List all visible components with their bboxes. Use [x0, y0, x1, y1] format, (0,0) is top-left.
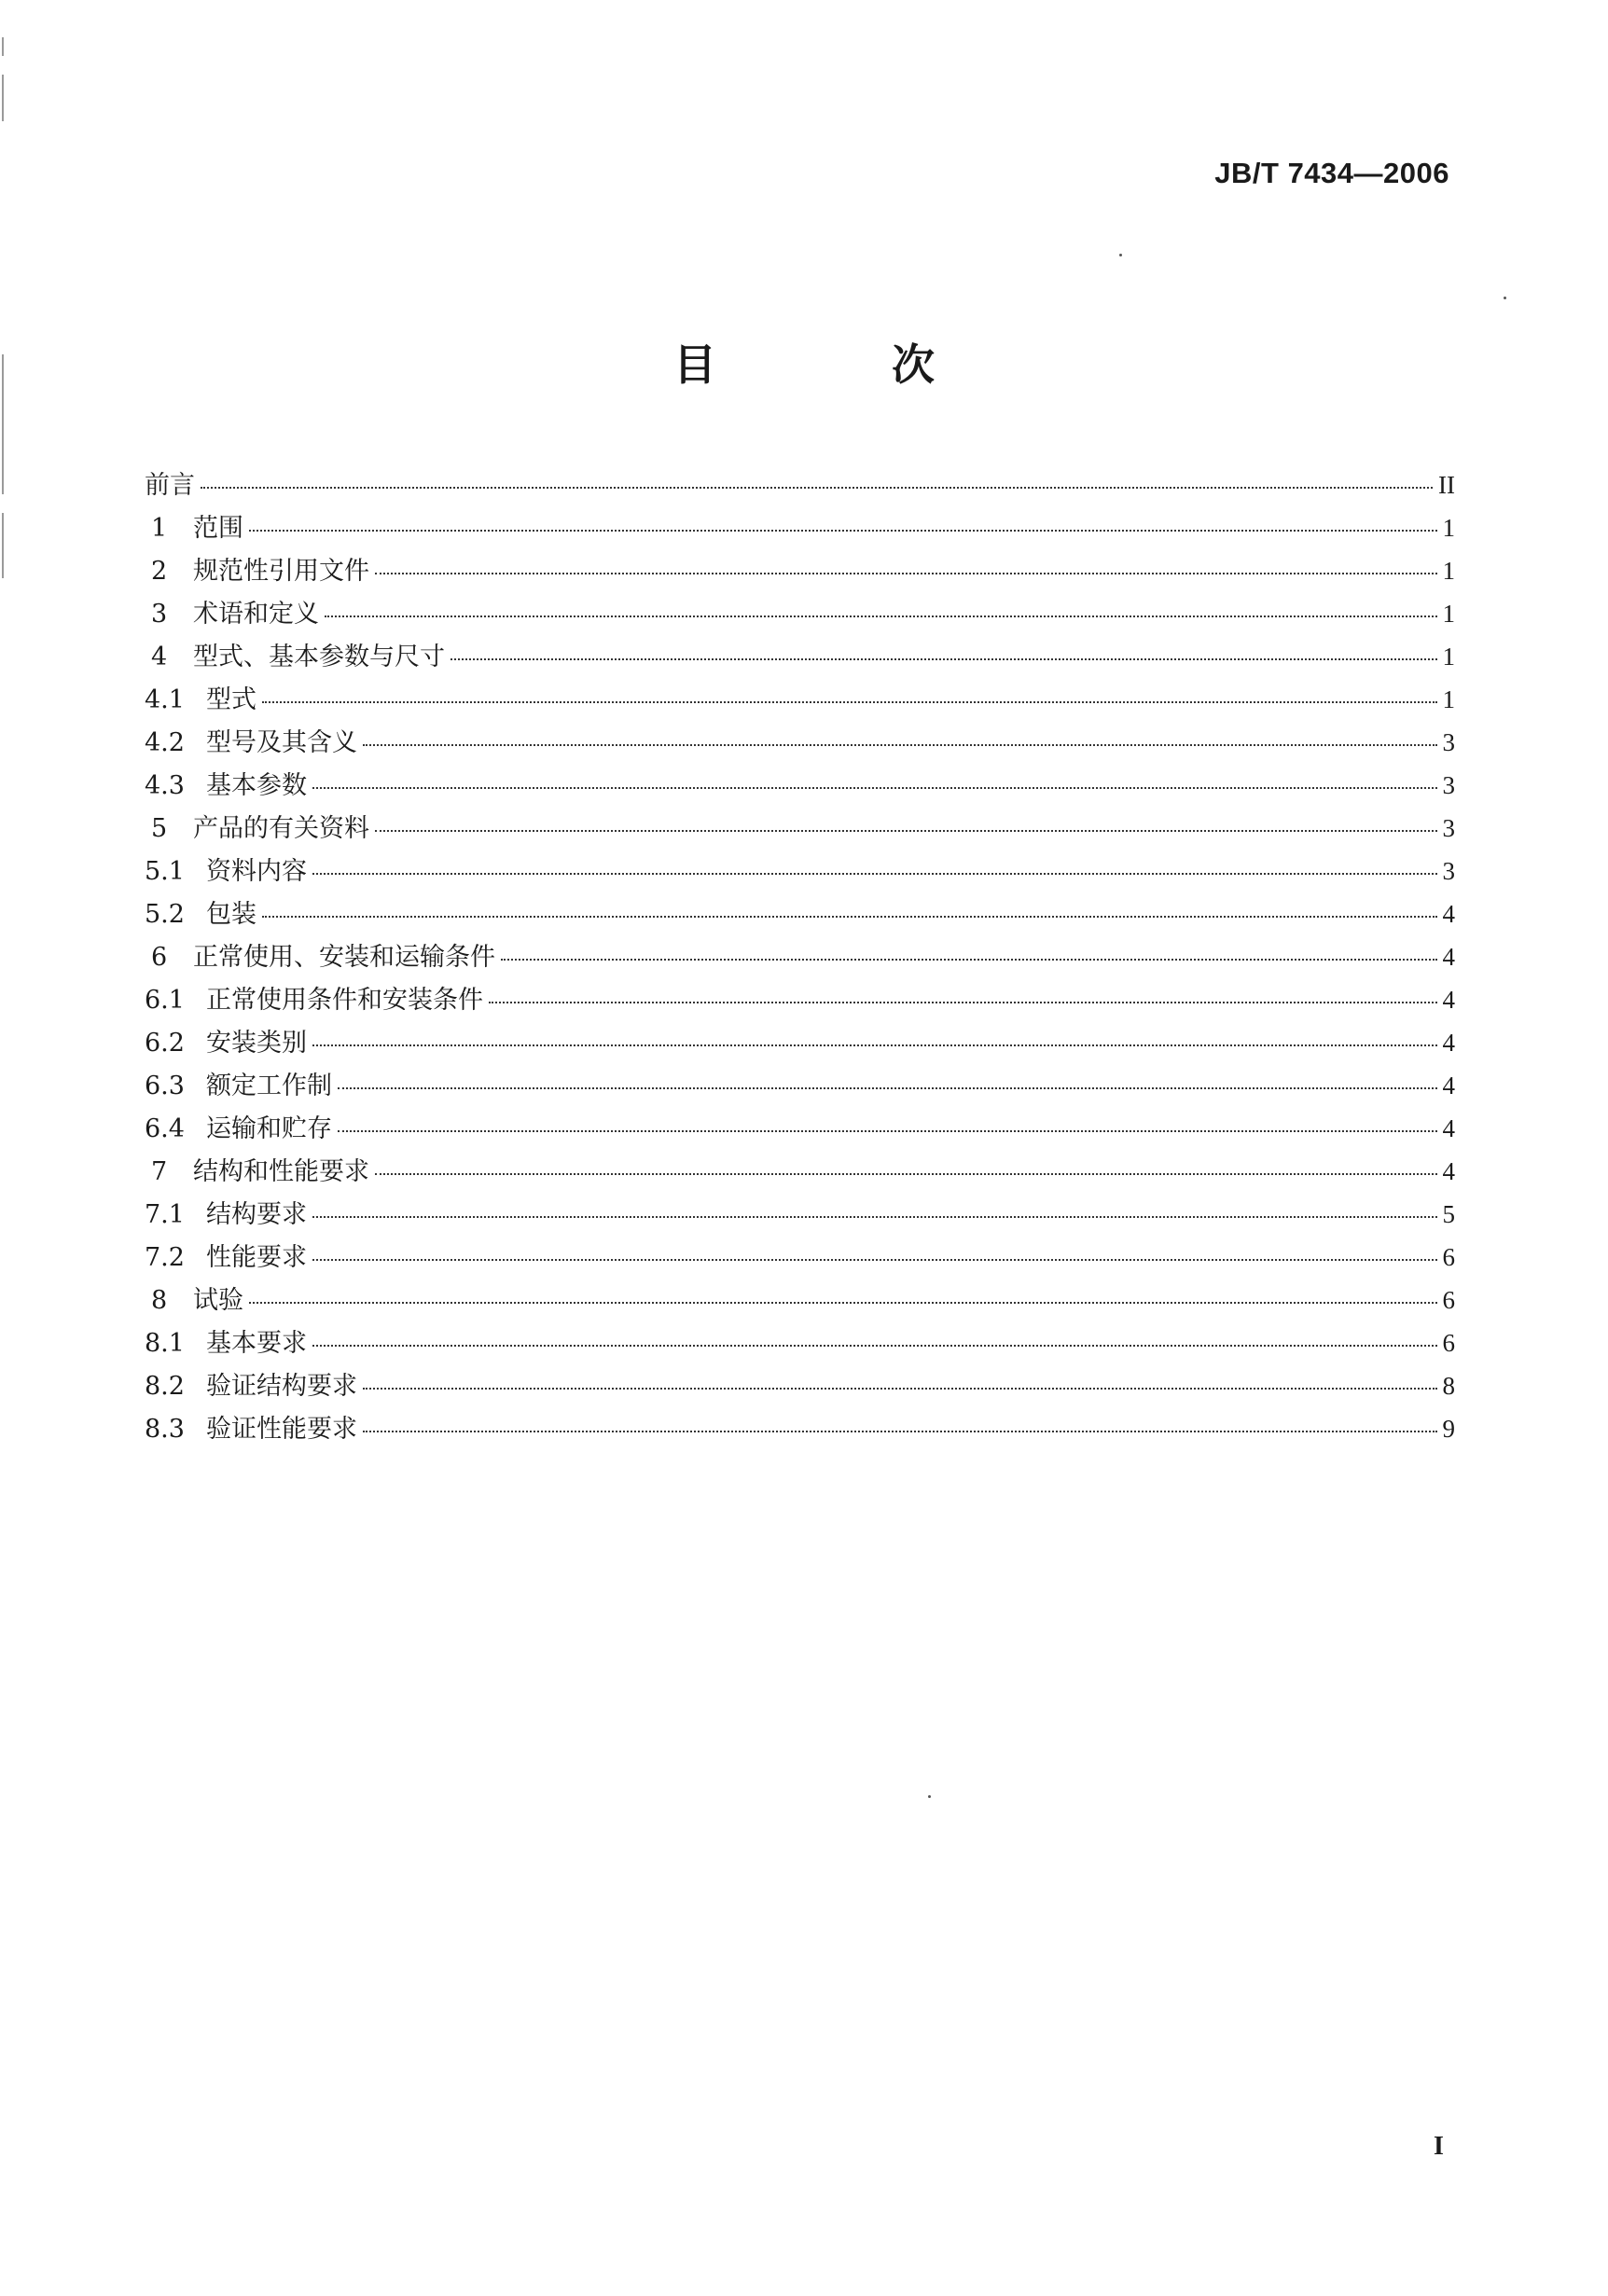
toc-entry-number: 5.2 — [145, 900, 185, 929]
toc-entry-page: 3 — [1442, 728, 1455, 756]
toc-entry[interactable] — [145, 1407, 1455, 1450]
toc-dot-leader — [262, 916, 1437, 918]
toc-entry-number: 3 — [151, 600, 168, 629]
toc-dot-leader — [363, 744, 1437, 746]
toc-entry-page: 5 — [1442, 1200, 1455, 1228]
toc-entry-title: 资料内容 — [206, 857, 307, 886]
toc-entry[interactable] — [145, 463, 1455, 506]
toc-entry-number: 6.3 — [145, 1072, 185, 1100]
toc-dot-leader — [338, 1130, 1437, 1132]
toc-entry-page: 4 — [1442, 943, 1455, 971]
toc-entry-title: 验证结构要求 — [206, 1372, 357, 1401]
toc-entry-number: 2 — [151, 557, 168, 586]
toc-entry[interactable] — [145, 1236, 1455, 1279]
scan-speck — [928, 1795, 931, 1798]
toc-entry-page: 3 — [1442, 814, 1455, 842]
toc-entry-page: 1 — [1442, 514, 1455, 542]
scan-speck — [1119, 254, 1122, 256]
toc-entry-title: 基本参数 — [206, 771, 307, 800]
toc-entry-title: 结构要求 — [206, 1200, 307, 1229]
toc-entry-number: 4.1 — [145, 685, 185, 714]
toc-entry-number: 5 — [151, 814, 168, 843]
toc-dot-leader — [312, 1345, 1437, 1347]
toc-entry[interactable] — [145, 978, 1455, 1021]
toc-dot-leader — [312, 787, 1437, 789]
toc-entry-page: 1 — [1442, 643, 1455, 671]
toc-entry-number: 7.1 — [145, 1200, 185, 1229]
toc-dot-leader — [312, 873, 1437, 875]
table-of-contents — [145, 463, 1455, 1450]
toc-entry-number: 6.4 — [145, 1114, 185, 1143]
toc-entry-number: 4.3 — [145, 771, 185, 800]
toc-entry-number: 8 — [151, 1286, 168, 1315]
toc-entry[interactable] — [145, 1107, 1455, 1150]
toc-entry[interactable] — [145, 935, 1455, 978]
scan-edge-mark — [2, 513, 4, 578]
toc-entry-title: 结构和性能要求 — [193, 1157, 369, 1186]
scan-edge-mark — [2, 37, 4, 56]
toc-dot-leader — [325, 615, 1437, 617]
toc-entry-page: 1 — [1442, 600, 1455, 628]
toc-dot-leader — [363, 1388, 1437, 1390]
toc-entry-title: 正常使用、安装和运输条件 — [193, 943, 495, 972]
toc-entry-page: 6 — [1442, 1286, 1455, 1314]
toc-dot-leader — [249, 1302, 1437, 1304]
toc-entry-page: 4 — [1442, 986, 1455, 1014]
toc-entry-page: 4 — [1442, 1029, 1455, 1057]
toc-entry-title: 基本要求 — [206, 1329, 307, 1358]
toc-dot-leader — [312, 1044, 1437, 1046]
toc-entry[interactable] — [145, 764, 1455, 807]
toc-entry[interactable] — [145, 850, 1455, 892]
toc-entry-page: 8 — [1442, 1372, 1455, 1400]
toc-entry[interactable] — [145, 892, 1455, 935]
toc-entry[interactable] — [145, 549, 1455, 592]
page-number: I — [1434, 2132, 1444, 2161]
toc-entry-title: 前言 — [145, 471, 195, 500]
toc-entry[interactable] — [145, 721, 1455, 764]
toc-entry-title: 额定工作制 — [206, 1072, 332, 1100]
toc-entry-title: 运输和贮存 — [206, 1114, 332, 1143]
toc-entry[interactable] — [145, 1064, 1455, 1107]
toc-entry-title: 包装 — [206, 900, 256, 929]
toc-dot-leader — [501, 959, 1437, 961]
toc-entry-page: 3 — [1442, 857, 1455, 885]
toc-entry[interactable] — [145, 635, 1455, 678]
toc-entry-number: 8.1 — [145, 1329, 185, 1358]
toc-entry-page: II — [1438, 471, 1455, 499]
toc-entry-page: 4 — [1442, 1072, 1455, 1100]
toc-entry-title: 型式 — [206, 685, 256, 714]
toc-entry-number: 6.2 — [145, 1029, 185, 1058]
toc-entry[interactable] — [145, 1364, 1455, 1407]
toc-entry-number: 6.1 — [145, 986, 185, 1015]
toc-entry-title: 术语和定义 — [193, 600, 319, 629]
toc-entry-page: 4 — [1442, 1157, 1455, 1185]
toc-entry-page: 4 — [1442, 1114, 1455, 1142]
toc-entry-number: 7 — [151, 1157, 168, 1186]
toc-dot-leader — [363, 1431, 1437, 1432]
toc-entry-page: 6 — [1442, 1243, 1455, 1271]
toc-entry-number: 6 — [151, 943, 168, 972]
toc-entry-number: 4.2 — [145, 728, 185, 757]
toc-dot-leader — [249, 530, 1437, 532]
toc-entry-page: 4 — [1442, 900, 1455, 928]
toc-entry[interactable] — [145, 1150, 1455, 1193]
toc-entry-title: 产品的有关资料 — [193, 814, 369, 843]
toc-entry[interactable] — [145, 592, 1455, 635]
toc-entry[interactable] — [145, 1321, 1455, 1364]
toc-entry-title: 规范性引用文件 — [193, 557, 369, 586]
toc-entry-page: 9 — [1442, 1415, 1455, 1443]
toc-entry-number: 5.1 — [145, 857, 185, 886]
toc-entry-number: 1 — [151, 514, 168, 543]
toc-entry-number: 8.2 — [145, 1372, 185, 1401]
toc-dot-leader — [312, 1259, 1437, 1261]
toc-entry-number: 7.2 — [145, 1243, 185, 1272]
toc-dot-leader — [375, 1173, 1437, 1175]
toc-entry-title: 型式、基本参数与尺寸 — [193, 643, 445, 671]
toc-dot-leader — [312, 1216, 1437, 1218]
toc-title: 目 次 — [672, 339, 1015, 390]
scan-edge-mark — [2, 75, 4, 121]
toc-dot-leader — [375, 573, 1437, 574]
toc-entry[interactable] — [145, 1021, 1455, 1064]
scan-speck — [1504, 297, 1506, 299]
toc-entry-title: 验证性能要求 — [206, 1415, 357, 1444]
toc-entry-page: 1 — [1442, 685, 1455, 713]
toc-dot-leader — [262, 701, 1437, 703]
toc-entry-page: 6 — [1442, 1329, 1455, 1357]
toc-entry-number: 4 — [151, 643, 168, 671]
toc-entry[interactable] — [145, 1279, 1455, 1321]
toc-entry-title: 范围 — [193, 514, 243, 543]
toc-entry[interactable] — [145, 807, 1455, 850]
toc-dot-leader — [201, 487, 1433, 489]
toc-dot-leader — [489, 1002, 1437, 1003]
toc-entry-title: 正常使用条件和安装条件 — [206, 986, 483, 1015]
toc-dot-leader — [375, 830, 1437, 832]
toc-entry-title: 型号及其含义 — [206, 728, 357, 757]
toc-entry-title: 安装类别 — [206, 1029, 307, 1058]
toc-entry-page: 3 — [1442, 771, 1455, 799]
toc-entry[interactable] — [145, 678, 1455, 721]
toc-entry-number: 8.3 — [145, 1415, 185, 1444]
toc-entry-page: 1 — [1442, 557, 1455, 585]
toc-dot-leader — [451, 658, 1437, 660]
document-code: JB/T 7434—2006 — [1214, 157, 1449, 189]
toc-entry[interactable] — [145, 1193, 1455, 1236]
toc-entry-title: 性能要求 — [206, 1243, 307, 1272]
toc-entry-title: 试验 — [193, 1286, 243, 1315]
toc-entry[interactable] — [145, 506, 1455, 549]
toc-dot-leader — [338, 1087, 1437, 1089]
